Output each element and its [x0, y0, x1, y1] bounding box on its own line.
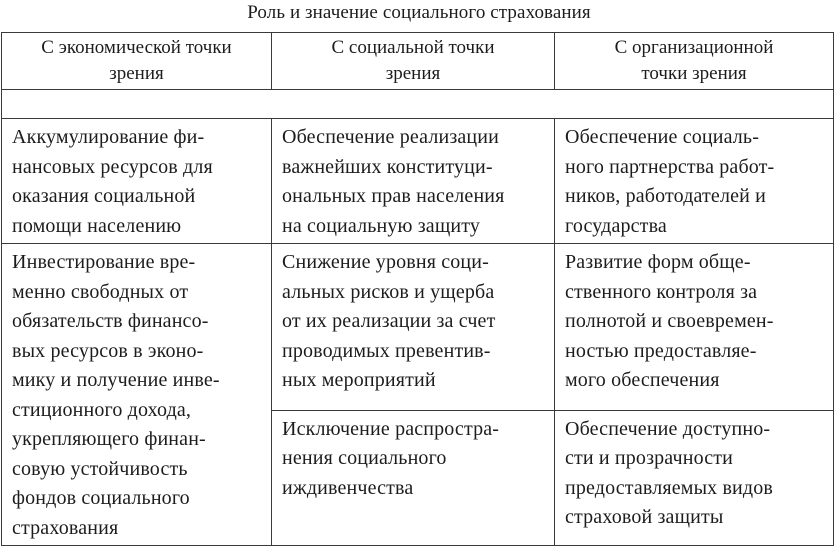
- cell-line: проводимых превентив-: [282, 339, 491, 362]
- social-item-dependency: [272, 410, 555, 545]
- cell-line: ональных прав населения: [282, 185, 505, 207]
- cell-line: Развитие форм обще-: [565, 251, 751, 273]
- organizational-item-partnership: [555, 119, 834, 244]
- cell-line: полнотой и своевремен-: [565, 310, 774, 332]
- cell-line: оказания социальной: [12, 185, 196, 207]
- table-row: [2, 244, 834, 411]
- cell-line: ников, работодателей и: [565, 185, 766, 207]
- header-social-line: зрения: [385, 63, 441, 84]
- cell-line: важнейших конституци-: [282, 155, 493, 178]
- cell-line: ственного контроля за: [565, 280, 758, 303]
- cell-line: от их реализации за счет: [282, 310, 496, 332]
- header-economic: [2, 33, 272, 90]
- cell-line: ностью предоставляе-: [565, 339, 757, 362]
- cell-line: ного партнерства работ-: [565, 155, 775, 178]
- cell-line: укрепляющего финан-: [12, 428, 206, 450]
- economic-item-investment: [2, 244, 272, 546]
- cell-line: Исключение распростра-: [282, 417, 500, 440]
- organizational-item-public-control: [555, 244, 834, 411]
- cell-line: предоставляемых видов: [565, 476, 773, 499]
- header-organizational-line: С организационной: [614, 37, 774, 58]
- cell-line: вых ресурсов в эконо-: [12, 339, 204, 362]
- cell-line: менно свободных от: [12, 280, 189, 303]
- cell-line: фондов социального: [12, 487, 190, 509]
- cell-line: Обеспечение социаль-: [565, 126, 760, 148]
- cell-line: стиционного дохода,: [12, 398, 192, 421]
- cell-line: государства: [565, 214, 667, 237]
- header-organizational-line: точки зрения: [641, 63, 747, 84]
- social-item-rights: [272, 119, 555, 244]
- cell-line: на социальную защиту: [282, 214, 481, 237]
- cell-line: страхования: [12, 516, 119, 539]
- header-economic-line: С экономической точки: [41, 37, 232, 58]
- empty-spacer-row: [2, 90, 834, 119]
- table-title: Роль и значение социального страхования: [247, 2, 591, 23]
- cell-line: Обеспечение доступно-: [565, 417, 771, 440]
- header-social: [272, 33, 555, 90]
- header-social-line: С социальной точки: [331, 37, 495, 58]
- empty-spacer-cell: [2, 90, 834, 119]
- cell-line: мику и получение инве-: [12, 369, 220, 391]
- table-row: [2, 119, 834, 244]
- cell-line: мого обеспечения: [565, 369, 720, 391]
- cell-line: Обеспечение реализации: [282, 126, 499, 148]
- social-insurance-table: [1, 32, 834, 546]
- cell-line: Инвестирование вре-: [12, 251, 196, 273]
- organizational-item-transparency: [555, 410, 834, 545]
- cell-line: иждивенчества: [282, 476, 414, 499]
- cell-line: совую устойчивость: [12, 457, 188, 480]
- cell-line: Снижение уровня соци-: [282, 251, 489, 273]
- header-economic-line: зрения: [109, 63, 164, 84]
- cell-line: помощи населению: [12, 214, 182, 237]
- header-row: [2, 33, 834, 90]
- social-item-risk-reduction: [272, 244, 555, 411]
- cell-line: страховой защиты: [565, 506, 724, 529]
- cell-line: обязательств финансо-: [12, 310, 209, 332]
- cell-line: нансовых ресурсов для: [12, 155, 213, 178]
- cell-line: Аккумулирование фи-: [12, 126, 205, 148]
- cell-line: ных мероприятий: [282, 369, 436, 391]
- header-organizational: [555, 33, 834, 90]
- cell-line: альных рисков и ущерба: [282, 280, 495, 303]
- cell-line: сти и прозрачности: [565, 447, 733, 470]
- cell-line: нения социального: [282, 447, 447, 470]
- economic-item-accumulation: [2, 119, 272, 244]
